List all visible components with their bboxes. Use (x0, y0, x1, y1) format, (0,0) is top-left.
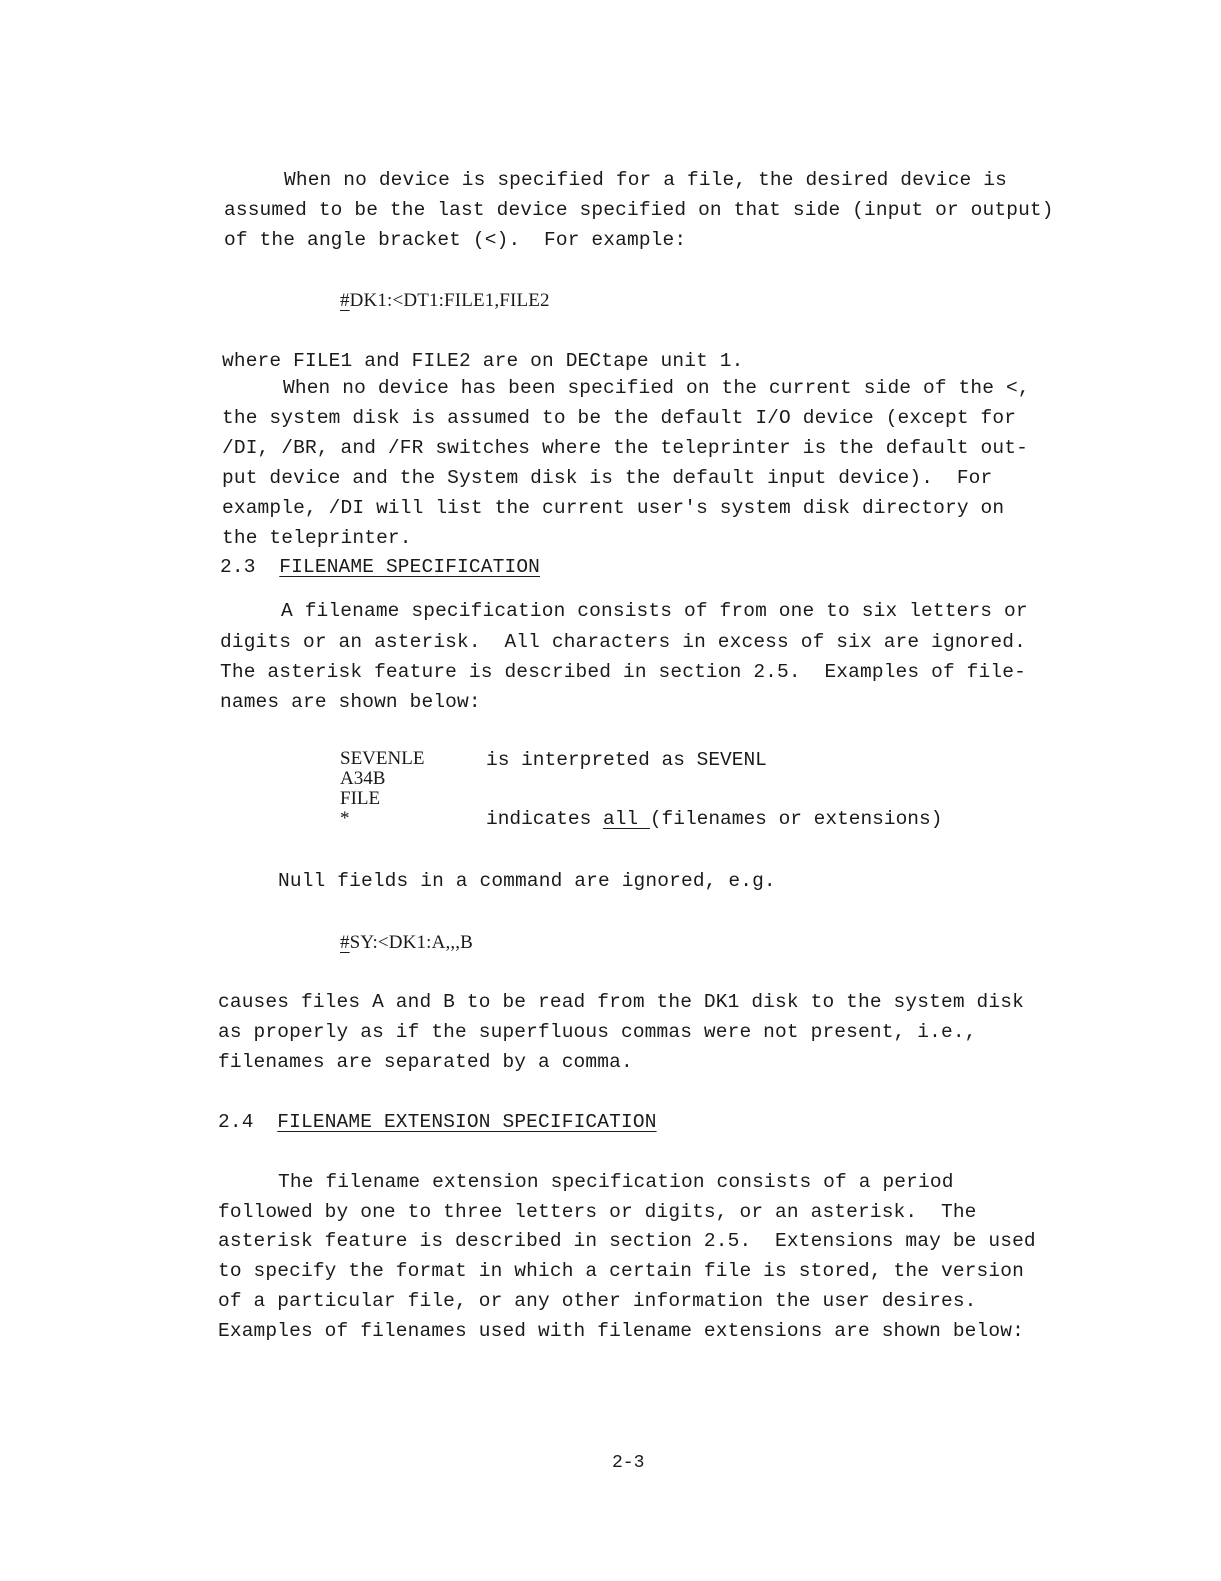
section-title: FILENAME SPECIFICATION (279, 556, 541, 578)
prompt-symbol: # (340, 932, 350, 953)
body-text-line: The filename extension specification consists of a period (278, 1171, 954, 1193)
filename-example: SEVENLE (340, 748, 425, 769)
body-text-line: of a particular file, or any other information the user desires. (218, 1290, 977, 1312)
body-text-line: asterisk feature is described in section 2.5. Extensions may be used (218, 1230, 1036, 1252)
body-text-line: to specify the format in which a certain file is stored, the version (218, 1260, 1024, 1282)
filename-example: A34B (340, 768, 386, 789)
body-text-line: /DI, /BR, and /FR switches where the teleprinter is the default out- (222, 437, 1028, 459)
body-text-line: of the angle bracket (<). For example: (224, 229, 687, 251)
command-text: SY:<DK1:A,,,B (349, 932, 474, 953)
body-text-line: the system disk is assumed to be the default I/O device (except for (222, 407, 1017, 429)
body-text-line: put device and the System disk is the default input device). For (222, 467, 993, 489)
command-example (340, 931, 473, 955)
body-text-line: causes files A and B to be read from the DK1 disk to the system disk (218, 991, 1024, 1013)
command-example (340, 289, 550, 313)
body-text-line: assumed to be the last device specified on that side (input or output) (224, 199, 1054, 221)
body-text-line: When no device has been specified on the current side of the <, (283, 377, 1030, 399)
desc-emphasis: all (603, 808, 650, 830)
filename-example-description (486, 807, 942, 831)
command-text: DK1:<DT1:FILE1,FILE2 (349, 290, 550, 311)
prompt-symbol: # (340, 290, 350, 311)
filename-example-description: is interpreted as SEVENL (486, 749, 767, 771)
body-text-line: example, /DI will list the current user's system disk directory on (222, 497, 1005, 519)
body-text-line: Null fields in a command are ignored, e.g. (278, 870, 776, 892)
body-text-line: digits or an asterisk. All characters in excess of six are ignored. (220, 631, 1026, 653)
section-number: 2.4 (218, 1111, 254, 1133)
body-text-line: When no device is specified for a file, the desired device is (284, 169, 1007, 191)
section-title: FILENAME EXTENSION SPECIFICATION (277, 1111, 657, 1133)
filename-example: FILE (340, 788, 381, 809)
body-text-line: followed by one to three letters or digits, or an asterisk. The (218, 1201, 977, 1223)
page-number: 2-3 (612, 1453, 645, 1473)
body-text-line: as properly as if the superfluous commas were not present, i.e., (218, 1021, 977, 1043)
desc-prefix: indicates (486, 808, 604, 830)
section-heading (220, 555, 540, 579)
desc-suffix: (filenames or extensions) (649, 808, 943, 830)
body-text-line: A filename specification consists of from one to six letters or (281, 600, 1028, 622)
body-text-line: Examples of filenames used with filename extensions are shown below: (218, 1320, 1024, 1342)
body-text-line: names are shown below: (220, 691, 481, 713)
body-text-line: filenames are separated by a comma. (218, 1051, 633, 1073)
body-text-line: the teleprinter. (222, 527, 412, 549)
body-text-line: The asterisk feature is described in section 2.5. Examples of file- (220, 661, 1026, 683)
filename-example: * (340, 808, 350, 829)
body-text-line: where FILE1 and FILE2 are on DECtape unit 1. (222, 350, 744, 372)
section-number: 2.3 (220, 556, 256, 578)
section-heading (218, 1110, 657, 1134)
